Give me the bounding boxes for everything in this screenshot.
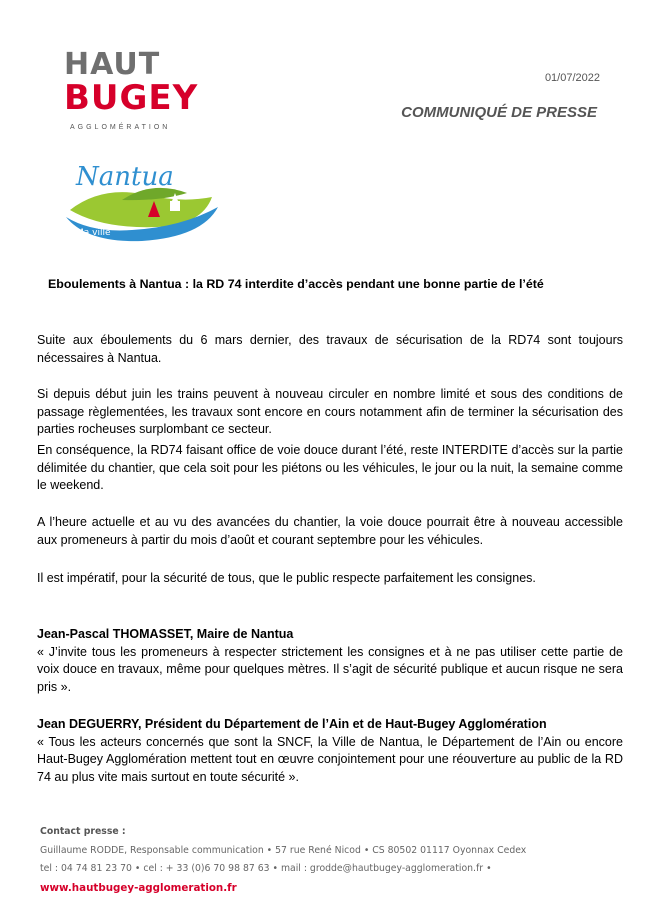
website-link[interactable]: www.hautbugey-agglomeration.fr: [40, 881, 237, 894]
contact-line: Guillaume RODDE, Responsable communication • 57 rue René Nicod • CS 80502 01117 Oyonnax Cedex: [40, 844, 527, 856]
paragraph-4: A l’heure actuelle et au vu des avancées du chantier, la voie douce pourrait être à nouveau accessible aux promeneurs à partir du mois d’août et courant septembre pour les véhicules.: [37, 515, 623, 547]
logo-bugey: BUGEY: [64, 78, 199, 118]
logo-haut: HAUT: [64, 47, 161, 82]
quote-speaker: [37, 626, 623, 644]
document-type: COMMUNIQUÉ DE PRESSE: [401, 104, 597, 121]
press-contact-footer: [40, 823, 526, 897]
press-date: 01/07/2022: [544, 72, 600, 84]
paragraph-5: Il est impératif, pour la sécurité de tous, que le public respecte parfaitement les consignes.: [37, 571, 536, 585]
logo-agglomeration: AGGLOMÉRATION: [70, 124, 171, 131]
paragraph-3: En conséquence, la RD74 faisant office de voie douce durant l’été, reste INTERDITE d’accès sur la partie délimitée du chantier, que cela soit pour les piétons ou les véhicules, le jour ou la nuit, la semaine comme le weekend.: [37, 443, 623, 493]
speaker-role: , Maire de Nantua: [189, 627, 294, 641]
haut-bugey-logo: [64, 47, 199, 131]
phone-line: tel : 04 74 81 23 70 • cel : + 33 (0)6 70 98 87 63 • mail : grodde@hautbugey-agglomeration.fr •: [40, 863, 492, 874]
speaker-name: Jean-Pascal THOMASSET: [37, 627, 190, 641]
paragraph-1: Suite aux éboulements du 6 mars dernier, des travaux de sécurisation de la RD74 sont toujours nécessaires à Nantua.: [37, 333, 623, 365]
nantua-logo: [62, 155, 222, 245]
paragraph-2: Si depuis début juin les trains peuvent à nouveau circuler en nombre limité et sous des conditions de passage règlementées, les travaux sont encore en cours notamment afin de terminer la sécurisation des parties rocheuses surplombant ce secteur.: [37, 387, 623, 437]
quote-speaker: [37, 716, 623, 734]
quote-text: « Tous les acteurs concernés que sont la SNCF, la Ville de Nantua, le Département de l’Ain ou encore Haut-Bugey Agglomération mettent tout en œuvre conjointement pour une réouverture au public de la RD 74 au plus vite mais surtout en toute sécurité ».: [37, 734, 623, 784]
contact-label: Contact presse :: [40, 826, 126, 837]
article-title: Eboulements à Nantua : la RD 74 interdite d’accès pendant une bonne partie de l’été: [48, 277, 544, 291]
quote-president: [37, 716, 623, 786]
quote-mayor: [37, 626, 623, 696]
quote-text: « J’invite tous les promeneurs à respecter strictement les consignes et à ne pas utiliser cette partie de voix douce en travaux, même pour quelques mètres. Il s’agit de sécurité publique et aucun risque ne sera pris ».: [37, 644, 623, 694]
nantua-logo-name: Nantua: [76, 162, 174, 192]
speaker-role: , Président du Département de l’Ain et de Haut-Bugey Agglomération: [137, 717, 547, 731]
speaker-name: Jean DEGUERRY: [37, 717, 138, 731]
nantua-logo-tagline: Ma ville: [76, 228, 111, 238]
